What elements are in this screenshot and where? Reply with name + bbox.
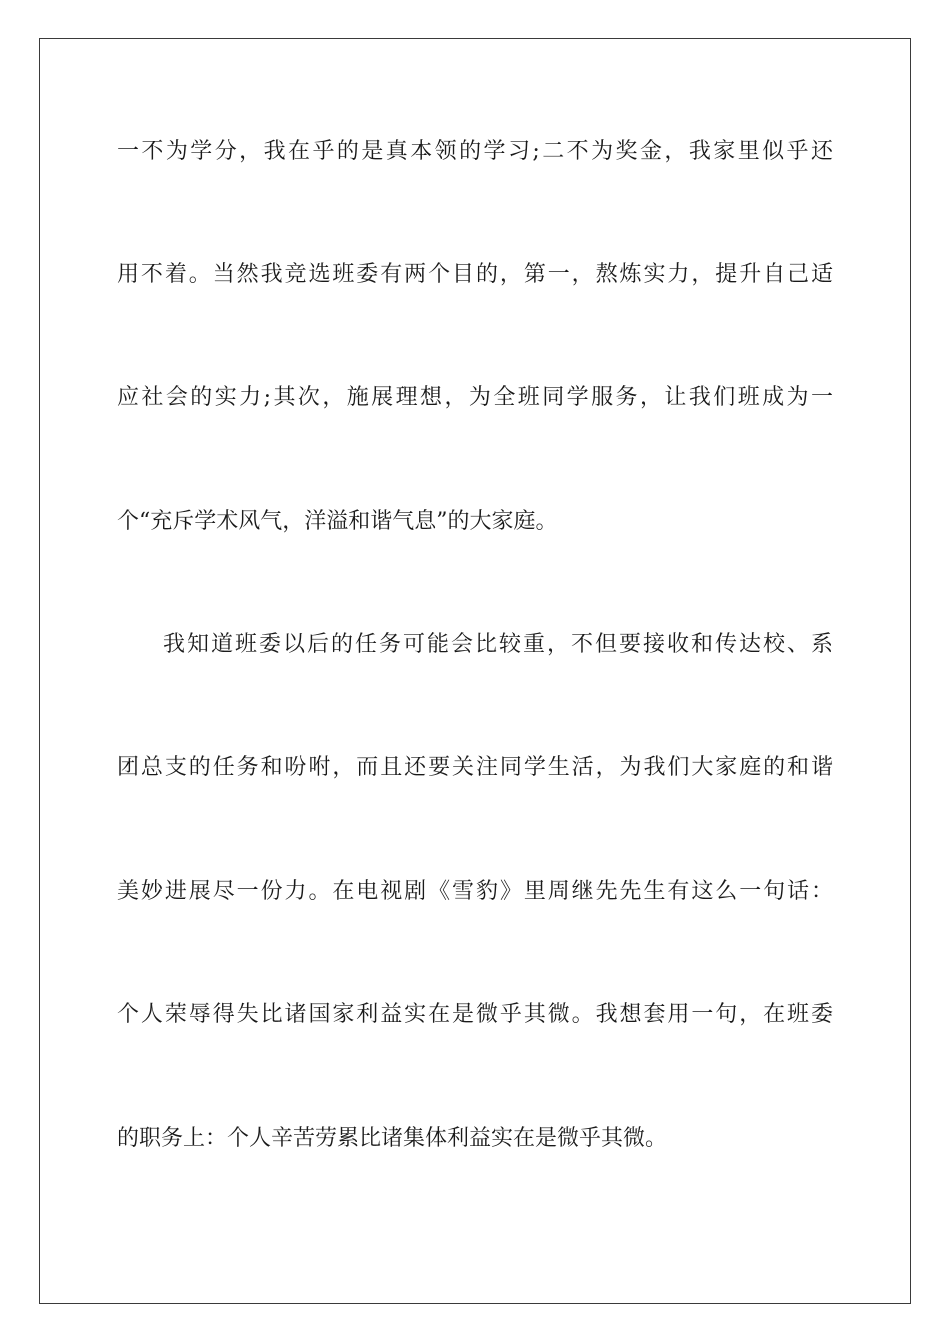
paragraph-1-line-2: 用不着。当然我竞选班委有两个目的，第一，熬炼实力，提升自己适 xyxy=(117,262,833,287)
paragraph-2-line-2: 团总支的任务和吩咐，而且还要关注同学生活，为我们大家庭的和谐 xyxy=(117,755,833,780)
page-border xyxy=(39,38,911,1304)
paragraph-2-line-4: 个人荣辱得失比诸国家利益实在是微乎其微。我想套用一句，在班委 xyxy=(117,1002,833,1027)
paragraph-1-line-4: 个“充斥学术风气，洋溢和谐气息”的大家庭。 xyxy=(117,509,558,534)
paragraph-2-line-5: 的职务上：个人辛苦劳累比诸集体利益实在是微乎其微。 xyxy=(117,1126,668,1151)
paragraph-2-line-3: 美妙进展尽一份力。在电视剧《雪豹》里周继先先生有这么一句话： xyxy=(117,879,833,904)
paragraph-2-line-1: 我知道班委以后的任务可能会比较重，不但要接收和传达校、系 xyxy=(163,632,833,657)
paragraph-1-line-3: 应社会的实力;其次，施展理想，为全班同学服务，让我们班成为一 xyxy=(117,385,833,410)
paragraph-1-line-1: 一不为学分，我在乎的是真本领的学习;二不为奖金，我家里似乎还 xyxy=(117,139,833,164)
